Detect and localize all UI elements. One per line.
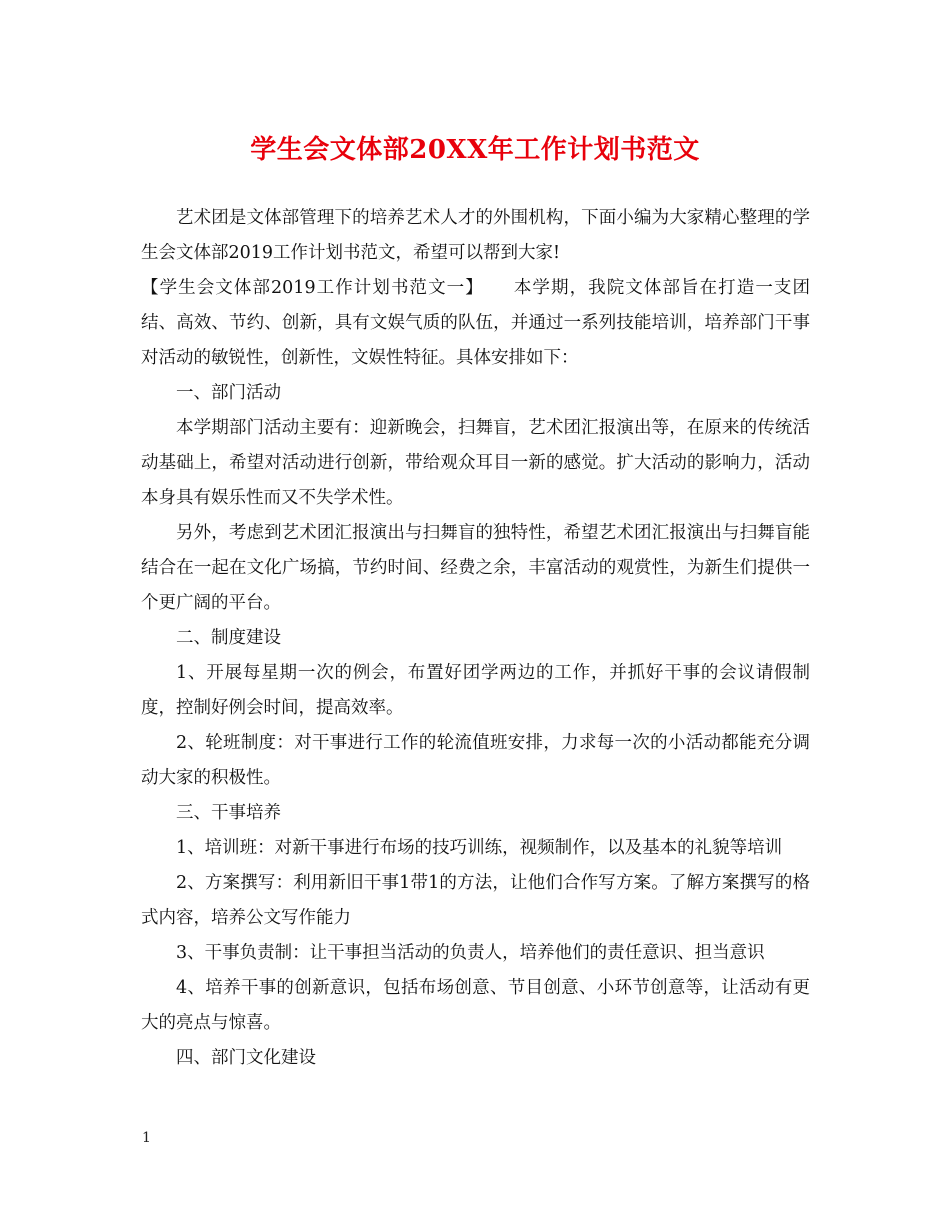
body-paragraph: 本学期部门活动主要有：迎新晚会，扫舞盲，艺术团汇报演出等，在原来的传统活动基础上，希望对活动进行创新，带给观众耳目一新的感觉。扩大活动的影响力，活动本身具有娱乐性而又不失学术性。 xyxy=(141,418,810,508)
body-paragraph: 2、轮班制度：对干事进行工作的轮流值班安排，力求每一次的小活动都能充分调动大家的积极性。 xyxy=(141,733,810,788)
sample-intro: 本学期，我院文体部旨在打造一支团结、高效、节约、创新，具有文娱气质的队伍，并通过一系列技能培训，培养部门干事对活动的敏锐性，创新性，文娱性特征。具体安排如下： xyxy=(141,278,810,368)
body-paragraph: 另外，考虑到艺术团汇报演出与扫舞盲的独特性，希望艺术团汇报演出与扫舞盲能结合在一起在文化广场搞，节约时间、经费之余，丰富活动的观赏性，为新生们提供一个更广阔的平台。 xyxy=(141,523,810,613)
body-paragraph: 4、培养干事的创新意识，包括布场创意、节目创意、小环节创意等，让活动有更大的亮点与惊喜。 xyxy=(141,978,810,1033)
body-paragraph: 1、开展每星期一次的例会，布置好团学两边的工作，并抓好干事的会议请假制度，控制好例会时间，提高效率。 xyxy=(141,663,810,718)
body-paragraph: 2、方案撰写：利用新旧干事1带1的方法，让他们合作写方案。了解方案撰写的格式内容，培养公文写作能力 xyxy=(141,873,810,928)
section-heading-system: 二、制度建设 xyxy=(176,628,281,648)
section-heading-training: 三、干事培养 xyxy=(176,803,281,823)
document-title: 学生会文体部20XX年工作计划书范文 xyxy=(250,135,700,165)
document-body xyxy=(141,201,810,1076)
page-number: 1 xyxy=(142,1130,151,1146)
section-heading-activities: 一、部门活动 xyxy=(176,383,281,403)
section-heading-culture: 四、部门文化建设 xyxy=(176,1048,316,1068)
sample-heading: 【学生会文体部2019工作计划书范文一】 xyxy=(141,278,484,298)
body-paragraph: 3、干事负责制：让干事担当活动的负责人，培养他们的责任意识、担当意识 xyxy=(176,943,765,963)
body-paragraph: 1、培训班：对新干事进行布场的技巧训练，视频制作，以及基本的礼貌等培训 xyxy=(176,838,783,858)
sample-paragraph xyxy=(141,271,810,376)
intro-paragraph: 艺术团是文体部管理下的培养艺术人才的外围机构，下面小编为大家精心整理的学生会文体部2019工作计划书范文，希望可以帮到大家! xyxy=(141,208,810,263)
